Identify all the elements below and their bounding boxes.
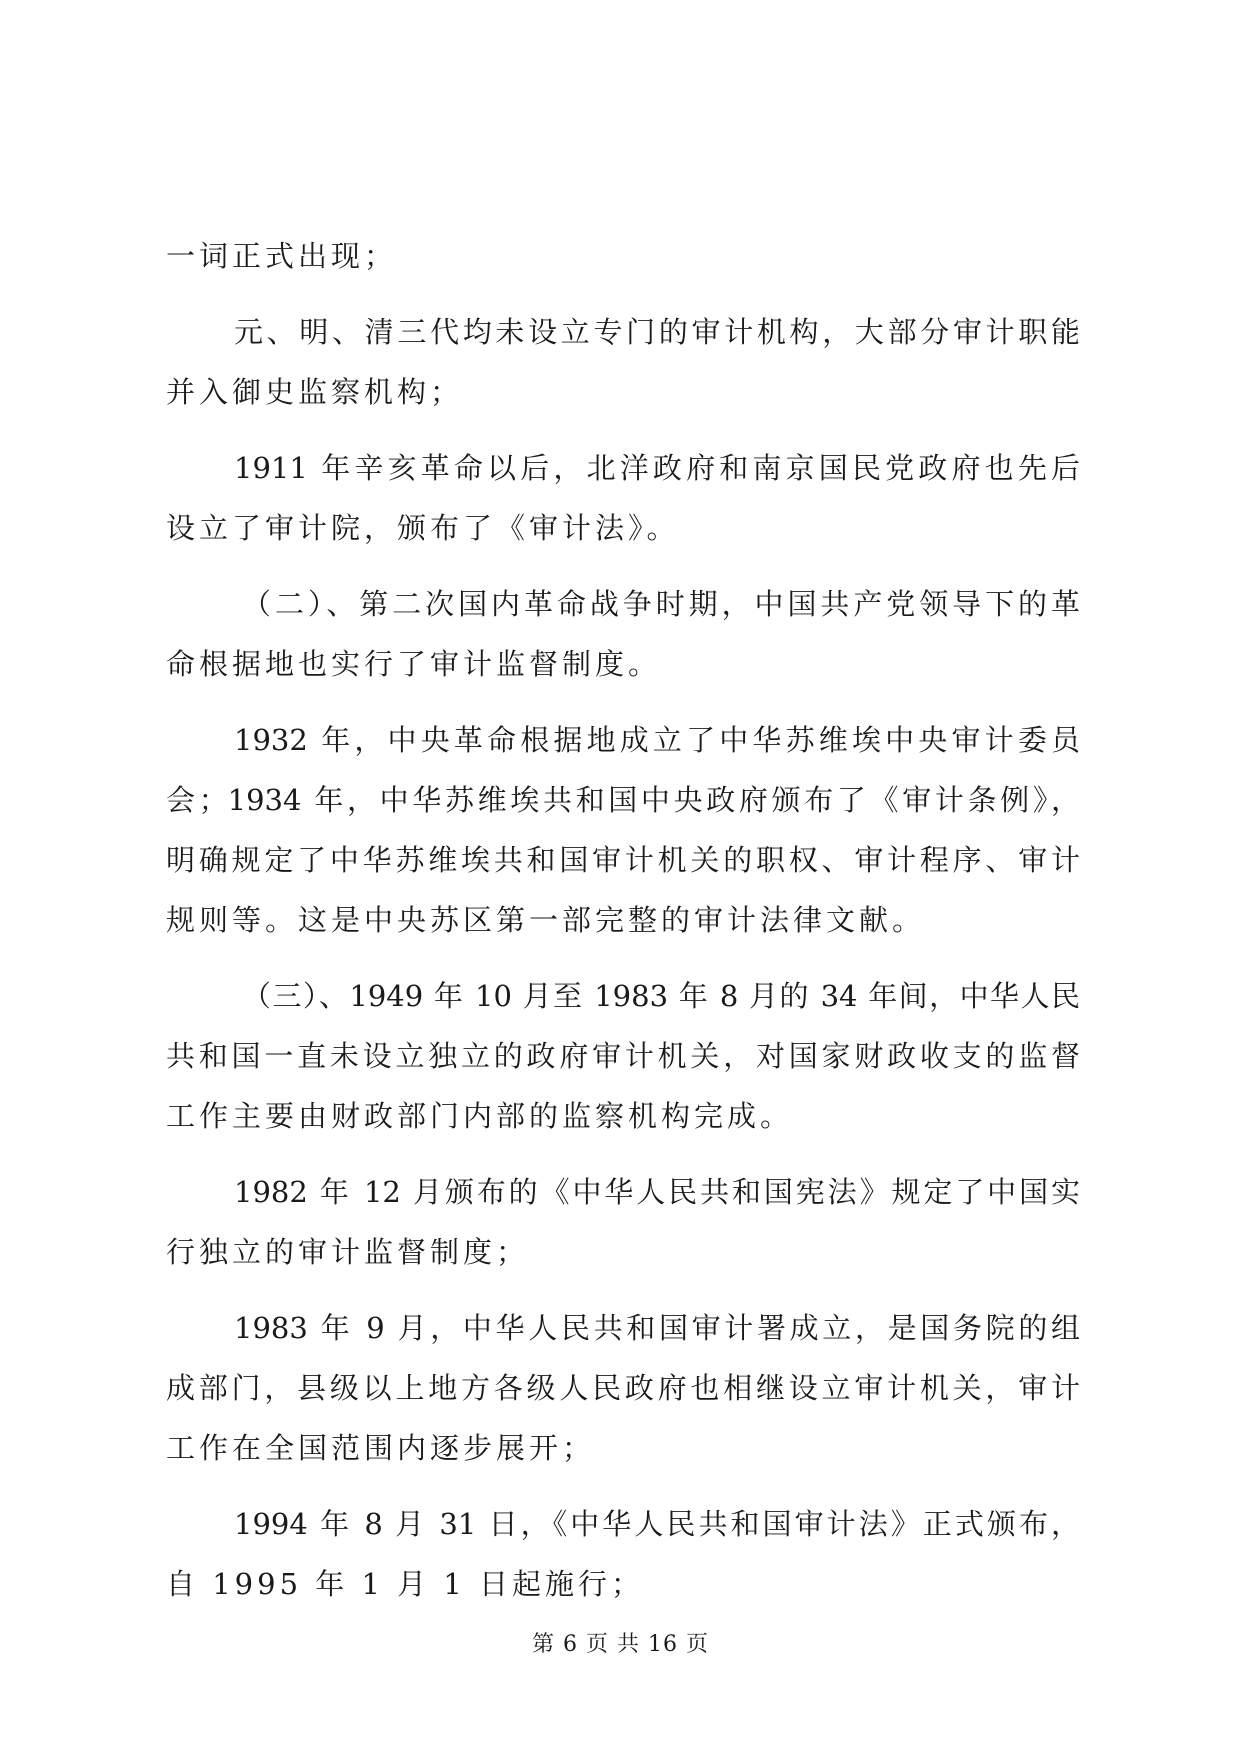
text-line: 1994 年 8 月 31 日，《中华人民共和国审计法》正式颁布， [234, 1507, 1080, 1541]
text-line: 设立了审计院，颁布了《审计法》。 [166, 511, 680, 545]
text-line: 并入御史监察机构； [166, 375, 464, 409]
text-line: （二）、第二次国内革命战争时期，中国共产党领导下的革 [242, 587, 1080, 621]
text-line: 成部门，县级以上地方各级人民政府也相继设立审计机关，审计 [166, 1371, 1080, 1405]
paragraph [166, 1298, 1080, 1478]
paragraph [166, 966, 1080, 1146]
text-line: 元、明、清三代均未设立专门的审计机构，大部分审计职能 [234, 315, 1080, 349]
paragraph [166, 710, 1080, 950]
paragraph [166, 1162, 1080, 1282]
text-line: 1982 年 12 月颁布的《中华人民共和国宪法》规定了中国实 [234, 1175, 1080, 1209]
text-line: 会；1934 年，中华苏维埃共和国中央政府颁布了《审计条例》， [166, 783, 1080, 817]
text-line: 共和国一直未设立独立的政府审计机关，对国家财政收支的监督 [166, 1039, 1080, 1073]
document-body [166, 226, 1080, 1630]
text-line: 工作在全国范围内逐步展开； [166, 1431, 596, 1465]
text-line: 明确规定了中华苏维埃共和国审计机关的职权、审计程序、审计 [166, 843, 1080, 877]
text-line: 规则等。这是中央苏区第一部完整的审计法律文献。 [166, 903, 926, 937]
text-line: 工作主要由财政部门内部的监察机构完成。 [166, 1099, 794, 1133]
text-line: 行独立的审计监督制度； [166, 1235, 530, 1269]
paragraph [166, 302, 1080, 422]
text-line: 一词正式出现； [166, 239, 398, 273]
text-line: 1932 年，中央革命根据地成立了中华苏维埃中央审计委员 [234, 723, 1080, 757]
text-line: 自 1995 年 1 月 1 日起施行； [166, 1567, 645, 1601]
text-line: （三）、1949 年 10 月至 1983 年 8 月的 34 年间，中华人民 [242, 979, 1080, 1013]
text-line: 1911 年辛亥革命以后，北洋政府和南京国民党政府也先后 [234, 451, 1080, 485]
page-number-footer: 第 6 页 共 16 页 [532, 1632, 709, 1657]
paragraph [166, 1494, 1080, 1614]
paragraph [166, 574, 1080, 694]
paragraph [166, 438, 1080, 558]
text-line: 命根据地也实行了审计监督制度。 [166, 647, 662, 681]
paragraph [166, 226, 1080, 286]
text-line: 1983 年 9 月，中华人民共和国审计署成立，是国务院的组 [234, 1311, 1080, 1345]
